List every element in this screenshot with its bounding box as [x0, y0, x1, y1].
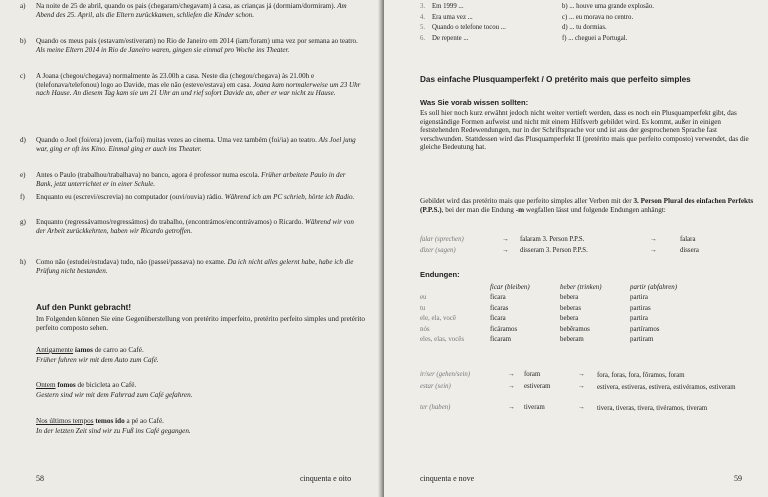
exercise-item	[20, 136, 366, 170]
irregular-verb: ter (haben)	[420, 404, 451, 411]
table-row	[420, 326, 720, 336]
irregular-pps: tiveram	[524, 404, 545, 411]
irregular-pps: estiveram	[524, 383, 551, 390]
formation-pre: Gebildet wird das pretérito mais que perfeito simples aller Verben mit der	[420, 197, 634, 205]
formation-ending: -m	[515, 205, 525, 214]
exercise-text	[36, 136, 362, 153]
table-row	[420, 336, 720, 346]
beber-form: bebera	[560, 294, 579, 302]
exercise-portuguese: Antes o Paulo (trabalhou/trabalhava) no banco, agora é professor numa escola.	[36, 171, 260, 179]
exercise-letter: h)	[20, 258, 26, 266]
example-rest: de carro ao Café.	[92, 346, 144, 354]
exercise-letter: f)	[20, 193, 25, 201]
example-translation: In der letzten Zeit sind wir zu Fuß ins Café gegangen.	[36, 427, 191, 435]
person-label: eles, elas, vocês	[420, 335, 465, 343]
exercise-letter: e)	[20, 171, 26, 179]
exercise-letter: a)	[20, 2, 26, 10]
ficar-form: ficáramos	[490, 325, 518, 333]
example-sentence	[36, 417, 164, 426]
table-row	[420, 305, 720, 315]
ficar-form: ficara	[490, 294, 506, 302]
exercise-text	[36, 171, 362, 188]
exercise-letter: g)	[20, 218, 26, 226]
exercise-portuguese: Quando os meus pais (estavam/estiveram) no Rio de Janeiro em 2014 (iam/foram) uma vez por semana ao teatro.	[36, 37, 358, 45]
table-header: beber (trinken)	[560, 284, 602, 291]
beber-form: beberas	[560, 304, 582, 312]
exercise-text	[36, 258, 362, 275]
section-heading: Auf den Punkt gebracht!	[36, 303, 132, 312]
exercise-text	[36, 37, 362, 54]
example-verb: fomos	[57, 381, 76, 389]
exercise-text	[36, 72, 362, 98]
table-header: partir (abfahren)	[630, 284, 678, 291]
match-clause: Era uma vez ...	[432, 13, 473, 21]
match-ending: c) ... eu morava no centro.	[562, 13, 634, 21]
exercise-letter: c)	[20, 72, 26, 80]
irregular-verb: estar (sein)	[420, 383, 451, 390]
match-clause: Em 1999 ...	[432, 3, 464, 10]
irregular-forms: tivera, tiveras, tivera, tivéramos, tiveram	[597, 405, 708, 412]
example-sentence	[36, 381, 136, 390]
right-page	[384, 0, 768, 497]
exercise-letter: d)	[20, 136, 26, 144]
intro-text: Es soll hier noch kurz erwähnt jedoch nicht weiter vertieft werden, dass es noch ein Plusquamperfekt gibt, das eigenständige Formen aufweist und nicht mit einem Hilfsverb gebildet wird. Es kommt, außer in einigen feststehenden Redewendungen, nur in der Schriftsprache vor und ist aus der gesprochenen Sprache fast verschwunden. Stattdessen wird das Plusquamperfekt II (pretérito mais que perfeito composto) verwendet, das die gleiche Bedeutung hat.	[420, 109, 749, 152]
irregular-arrow: →	[578, 383, 585, 390]
match-clause: De repente ...	[432, 34, 469, 42]
ficar-form: ficara	[490, 315, 506, 323]
exercise-german: Da ich nicht alles gelernt habe, habe ich die Prüfung nicht bestanden.	[36, 258, 354, 275]
section-title: Das einfache Plusquamperfekt / O pretérito mais que perfeito simples	[420, 75, 691, 84]
ficar-form: ficaram	[490, 335, 512, 343]
exercise-german: Früher arbeitete Paulo in der Bank, jetzt unterrichtet er in einer Schule.	[36, 171, 346, 188]
exercise-german: Als meine Eltern 2014 in Rio de Janeiro waren, gingen sie einmal pro Woche ins Theater.	[36, 45, 290, 54]
irregular-arrow: →	[508, 371, 515, 378]
example-translation: Gestern sind wir mit dem Fahrrad zum Café gefahren.	[36, 391, 193, 399]
match-number: 5.	[420, 24, 426, 31]
exercise-item	[20, 2, 366, 36]
match-ending: f) ... cheguei a Portugal.	[562, 34, 628, 42]
match-ending: d) ... tu dormias.	[562, 24, 607, 31]
person-label: nós	[420, 325, 430, 333]
irregular-arrow: →	[578, 404, 585, 411]
partir-form: partira	[630, 294, 648, 302]
irregular-pps: foram	[524, 371, 541, 378]
exercise-item	[20, 218, 366, 256]
match-number: 6.	[420, 34, 426, 42]
example-rest: de bicicleta ao Café.	[75, 381, 137, 389]
example-rest: a pé ao Café.	[124, 417, 164, 425]
example-sentence	[36, 346, 144, 355]
derivation-arrow: →	[650, 236, 657, 243]
exercise-portuguese: A Joana (chegou/chegava) normalmente às 23.00h a casa. Neste dia (chegou/chegava) às 21.00h e (telefonava/telefonou) logo ao Davide, mas ele não (esteve/estava) em casa.	[36, 72, 315, 89]
partir-form: partira	[630, 315, 648, 323]
page-number-left: 58	[36, 474, 44, 483]
exercise-item	[20, 171, 366, 193]
derivation-form: disseram 3. Person P.P.S.	[520, 247, 588, 254]
table-row	[420, 315, 720, 325]
derivation-arrow: →	[650, 247, 657, 254]
footer-right: cinquenta e nove	[420, 474, 475, 483]
person-label: tu	[420, 304, 426, 312]
table-header: ficar (bleiben)	[490, 284, 530, 291]
exercise-german: Als Joel jung war, ging er oft ins Kino. Einmal ging er auch ins Theater.	[36, 136, 356, 153]
partir-form: partíramos	[630, 325, 660, 333]
irregular-forms: fora, foras, fora, fôramos, foram	[597, 372, 685, 379]
derivation-arrow: →	[502, 236, 509, 243]
page-number-right: 59	[734, 474, 742, 483]
match-number: 3.	[420, 3, 426, 10]
exercise-text	[36, 218, 362, 235]
exercise-portuguese: Como não (estudei/estudava) tudo, não (passei/passava) no exame.	[36, 258, 226, 266]
table-header-empty	[420, 284, 490, 294]
exercise-item	[20, 37, 366, 71]
formation-end: wegfallen lässt und folgende Endungen anhängt:	[524, 205, 666, 214]
beber-form: bebera	[560, 315, 579, 323]
example-lead: Ontem	[36, 381, 56, 389]
exercise-item	[20, 193, 366, 217]
exercise-letter: b)	[20, 37, 26, 45]
exercise-german: Während wir von der Arbeit zurückkehrten, haben wir Ricardo getroffen.	[36, 218, 354, 235]
match-ending: b) ... houve uma grande explosão.	[562, 3, 654, 10]
exercise-german: Am Abend des 25. April, als die Eltern zurückkamen, schliefen die Kinder schon.	[36, 2, 347, 19]
derivation-result: dissera	[680, 247, 699, 254]
beber-form: bebêramos	[560, 325, 590, 333]
irregular-verb: ir/ser (gehen/sein)	[420, 371, 471, 378]
exercise-german: Joana kam normalerweise um 23 Uhr nach Hause. An diesem Tag kam sie um 21 Uhr an und rief sofort Davide an, aber er war nicht zu Hause.	[36, 80, 361, 98]
exercise-text	[36, 193, 362, 202]
endings-label: Endungen:	[420, 270, 460, 279]
footer-left: cinquenta e oito	[300, 474, 352, 483]
derivation-form: falaram 3. Person P.P.S.	[520, 236, 585, 243]
section-subtitle: Was Sie vorab wissen sollten:	[420, 98, 529, 107]
derivation-result: falara	[680, 236, 696, 243]
person-label: eu	[420, 294, 427, 302]
formation-text	[420, 197, 756, 214]
exercise-portuguese: Quando o Joel (foi/era) jovem, (ia/foi) muitas vezes ao cinema. Uma vez também (foi/ia) ao teatro.	[36, 136, 317, 144]
exercise-german: Während ich am PC schrieb, hörte ich Radio.	[224, 193, 355, 201]
example-translation: Früher fuhren wir mit dem Auto zum Café.	[36, 356, 159, 364]
exercise-portuguese: Enquanto (regressávamos/regressámos) do trabalho, (encontrámos/encontrávamos) o Ricardo.	[36, 218, 304, 226]
irregular-arrow: →	[508, 383, 515, 390]
match-number: 4.	[420, 13, 426, 21]
beber-form: beberam	[560, 335, 584, 343]
derivation-arrow: →	[502, 247, 509, 254]
conjugation-table	[420, 284, 720, 346]
left-page	[0, 0, 380, 497]
derivation-verb: falar (sprechen)	[420, 236, 464, 243]
exercise-item	[20, 258, 366, 286]
example-verb: temos ido	[95, 417, 125, 425]
derivation-verb: dizer (sagen)	[420, 247, 456, 254]
exercise-text	[36, 2, 362, 19]
person-label: ele, ela, você	[420, 315, 456, 323]
exercise-portuguese: Na noite de 25 de abril, quando os pais (chegaram/chegavam) à casa, as crianças já (dormiam/dormiram).	[36, 2, 336, 10]
irregular-arrow: →	[578, 371, 585, 378]
ficar-form: ficaras	[490, 304, 509, 312]
example-lead: Antigamente	[36, 346, 74, 354]
example-verb: íamos	[74, 346, 93, 354]
formation-bold: 3. Person Plural des einfachen Perfekts (P.P.S.)	[420, 197, 754, 214]
exercise-portuguese: Enquanto eu (escrevi/escrevia) no computador (ouvi/ouvia) rádio.	[36, 193, 223, 201]
table-header-row	[420, 284, 720, 294]
irregular-arrow: →	[508, 404, 515, 411]
exercise-item	[20, 72, 366, 135]
section-text: Im Folgenden können Sie eine Gegenüberstellung von pretérito imperfeito, pretérito perfeito simples und pretérito perfeito composto sehen.	[36, 315, 365, 332]
match-clause: Quando o telefone tocou ...	[432, 24, 506, 31]
table-row	[420, 294, 720, 304]
irregular-forms: estivera, estiveras, estivera, estivéramos, estiveram	[597, 384, 736, 391]
partir-form: partiras	[630, 304, 651, 312]
formation-post: , bei der man die Endung	[441, 205, 516, 214]
partir-form: partiram	[630, 335, 654, 343]
example-lead: Nos últimos tempos	[36, 417, 94, 425]
